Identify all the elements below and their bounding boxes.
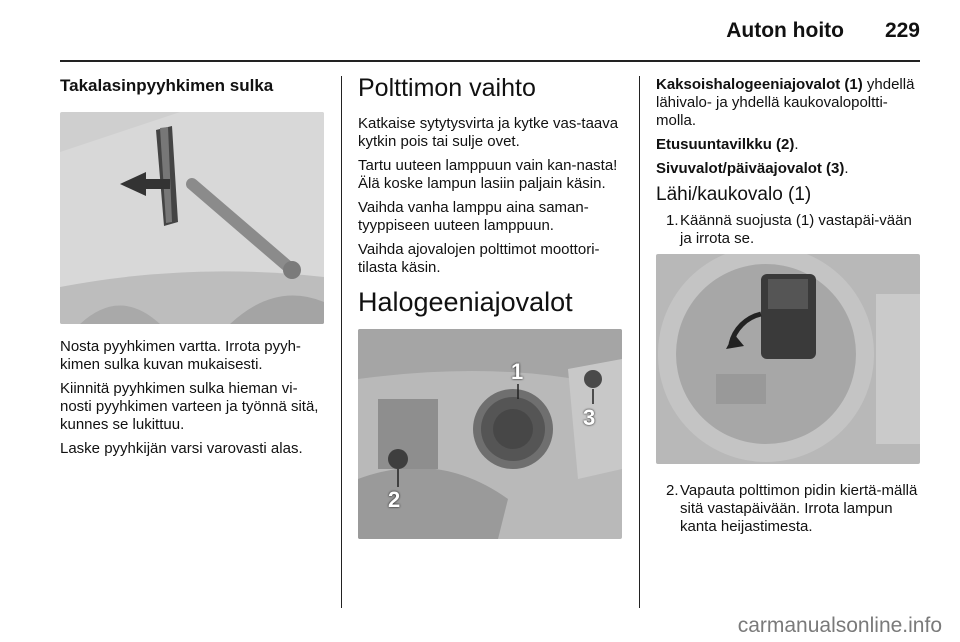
instruction-text: Kiinnitä pyyhkimen sulka hieman vi-nosti pyyhkimen varteen ja työnnä sitä, kunnes se lukittuu. [60,380,319,433]
figure-callout-2: 2 [388,487,401,512]
figure-callout-1: 1 [511,359,524,384]
bulb-name-1: Kaksoishalogeeniajovalot (1) [656,76,863,93]
column-divider [341,76,342,608]
headlight-illustration [358,329,622,539]
instruction-text: Vaihda vanha lamppu aina saman-tyyppiseen uuteen lamppuun. [358,199,589,234]
subheading-low-high-beam: Lähi/kaukovalo (1) [656,184,812,205]
page-header [60,0,920,60]
watermark: carmanualsonline.info [737,614,942,637]
instruction-text: Nosta pyyhkimen vartta. Irrota pyyh-kimen sulka kuvan mukaisesti. [60,338,301,373]
bulb-description-1: Kaksoishalogeeniajovalot (1) yhdellä lähivalo- ja yhdellä kaukovalopoltti-molla. [656,76,915,129]
subheading-halogen: Halogeeniajovalot [358,287,573,317]
instruction-text: Katkaise sytytysvirta ja kytke vas-taava kytkin pois tai sulje ovet. [358,115,619,150]
chapter-title: Auton hoito [726,19,844,42]
bulb-description-3: Sivuvalot/päiväajovalot (3). [656,160,849,177]
steps-list [656,482,922,536]
column-bulb-replacement [358,76,624,539]
column-bulb-types [656,76,922,542]
bulb-description-2: Etusuuntavilkku (2). [656,136,799,153]
page-number: 229 [884,19,920,42]
bulb-name-2: Etusuuntavilkku (2) [656,136,795,153]
steps-list [656,212,922,248]
bulb-holder-illustration [656,254,920,464]
section-heading-wiper: Takalasinpyyhkimen sulka [60,76,274,95]
section-heading-bulb: Polttimon vaihto [358,74,536,102]
step-item: 1. Käännä suojusta (1) vastapäi-vään ja irrota se. [666,212,912,247]
step-item: 2. Vapauta polttimon pidin kiertä-mällä sitä vastapäivään. Irrota lampun kanta heijastimesta. [666,482,918,535]
figure-callout-3: 3 [583,405,596,430]
wiper-blade-illustration [60,112,324,324]
instruction-text: Vaihda ajovalojen polttimot moottori-tilasta käsin. [358,241,600,276]
instruction-text: Laske pyyhkijän varsi varovasti alas. [60,440,303,457]
bulb-name-3: Sivuvalot/päiväajovalot (3) [656,160,845,177]
header-divider [60,60,920,62]
column-wiper-blade [60,76,326,464]
instruction-text: Tartu uuteen lamppuun vain kan-nasta! Älä koske lampun lasiin paljain käsin. [358,157,618,192]
column-divider [639,76,640,608]
